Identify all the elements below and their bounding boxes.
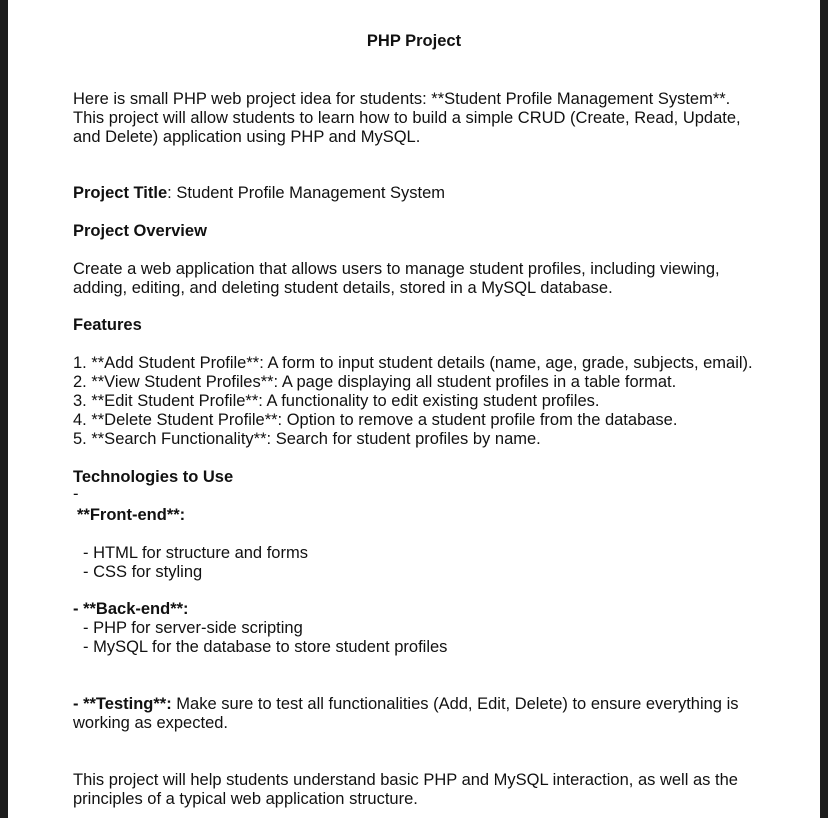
testing-text: Make sure to test all functionalities (Add, Edit, Delete) to ensure everything is: [171, 695, 739, 713]
testing-line-1: [73, 695, 738, 714]
feature-item-3: 3. **Edit Student Profile**: A functionality to edit existing student profiles.: [73, 392, 600, 410]
testing-label: - **Testing**:: [73, 695, 172, 713]
project-title-value: : Student Profile Management System: [167, 184, 446, 202]
features-heading: Features: [73, 316, 142, 334]
feature-item-1: 1. **Add Student Profile**: A form to input student details (name, age, grade, subjects, email).: [73, 354, 753, 372]
project-title-line: [73, 184, 445, 203]
feature-item-5: 5. **Search Functionality**: Search for student profiles by name.: [73, 430, 541, 448]
feature-item-2: 2. **View Student Profiles**: A page displaying all student profiles in a table format.: [73, 373, 677, 391]
backend-item-2: - MySQL for the database to store student profiles: [83, 638, 448, 656]
document-title: PHP Project: [366, 32, 462, 50]
conclusion-line-2: principles of a typical web application structure.: [73, 790, 418, 808]
project-title-label: Project Title: [73, 184, 168, 202]
frontend-item-1: - HTML for structure and forms: [83, 544, 308, 562]
document-page: [8, 0, 820, 818]
intro-line-1: Here is small PHP web project idea for students: **Student Profile Management System**.: [73, 90, 731, 108]
intro-line-2: This project will allow students to learn how to build a simple CRUD (Create, Read, Update,: [73, 109, 741, 127]
testing-line-2: working as expected.: [73, 714, 229, 732]
frontend-item-2: - CSS for styling: [83, 563, 203, 581]
frontend-heading: **Front-end**:: [77, 506, 186, 524]
backend-heading: - **Back-end**:: [73, 600, 189, 618]
backend-item-1: - PHP for server-side scripting: [83, 619, 303, 637]
conclusion-line-1: This project will help students understand basic PHP and MySQL interaction, as well as the: [73, 771, 738, 789]
intro-line-3: and Delete) application using PHP and MySQL.: [73, 128, 421, 146]
technologies-heading: Technologies to Use: [73, 468, 234, 486]
feature-item-4: 4. **Delete Student Profile**: Option to remove a student profile from the database.: [73, 411, 678, 429]
overview-line-2: adding, editing, and deleting student details, stored in a MySQL database.: [73, 279, 613, 297]
overview-line-1: Create a web application that allows users to manage student profiles, including viewing,: [73, 260, 720, 278]
overview-heading: Project Overview: [73, 222, 207, 240]
technologies-dash: -: [73, 485, 79, 503]
